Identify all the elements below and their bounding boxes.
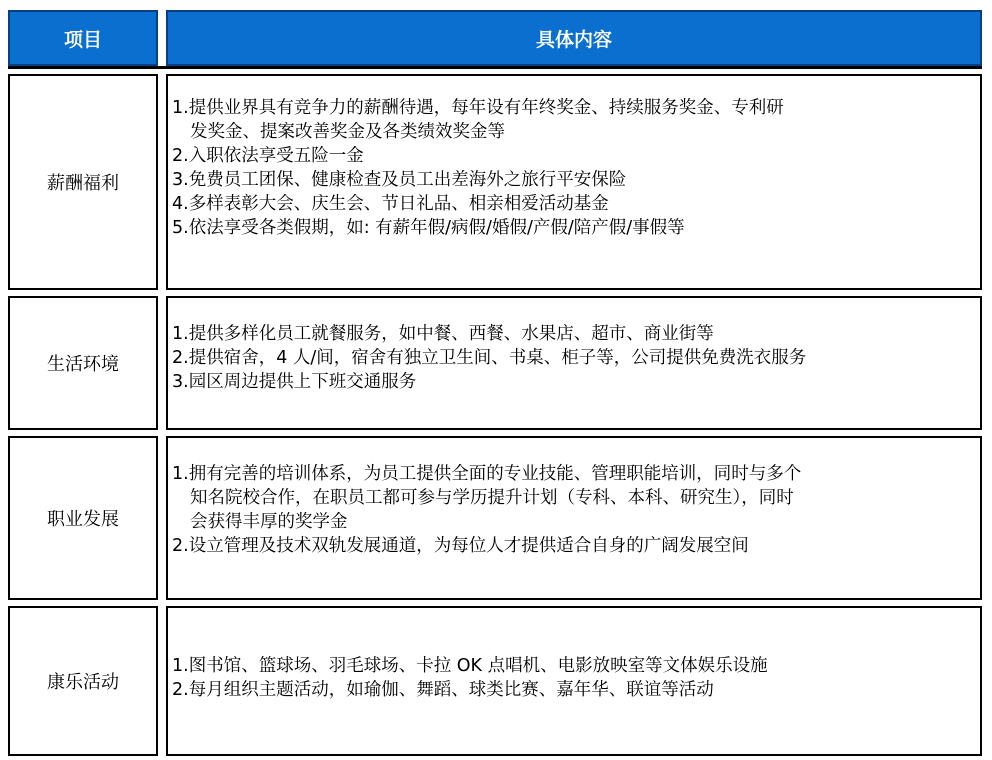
list-item [172, 192, 976, 216]
item-text: 5.依法享受各类假期，如: 有薪年假/病假/婚假/产假/陪产假/事假等 [172, 218, 685, 238]
item-text: 3.园区周边提供上下班交通服务 [172, 372, 417, 392]
row-content-career [166, 436, 982, 600]
header-divider [8, 66, 982, 69]
list-item [172, 216, 976, 240]
item-text: 1.提供多样化员工就餐服务，如中餐、西餐、水果店、超市、商业街等 [172, 324, 714, 344]
list-item [172, 322, 976, 346]
item-text: 2.每月组织主题活动，如瑜伽、舞蹈、球类比赛、嘉年华、联谊等活动 [172, 680, 714, 700]
list-item [172, 144, 976, 168]
list-item [172, 654, 976, 678]
item-text-continued: 会获得丰厚的奖学金 [190, 512, 348, 532]
item-text: 4.多样表彰大会、庆生会、节日礼品、相亲相爱活动基金 [172, 194, 609, 214]
list-item [172, 370, 976, 394]
item-text: 1.提供业界具有竞争力的薪酬待遇，每年设有年终奖金、持续服务奖金、专利研 [172, 98, 784, 118]
item-text: 3.免费员工团保、健康检查及员工出差海外之旅行平安保险 [172, 170, 627, 190]
row-content-salary [166, 74, 982, 290]
list-item [172, 168, 976, 192]
row-content-recreation [166, 606, 982, 756]
list-item [172, 534, 976, 558]
list-item [172, 678, 976, 702]
item-text-continued: 知名院校合作，在职员工都可参与学历提升计划（专科、本科、研究生），同时 [190, 488, 794, 508]
header-content: 具体内容 [166, 10, 982, 66]
row-title-career: 职业发展 [8, 436, 158, 600]
item-text: 2.入职依法享受五险一金 [172, 146, 364, 166]
list-item [172, 462, 976, 534]
item-text: 2.设立管理及技术双轨发展通道，为每位人才提供适合自身的广阔发展空间 [172, 536, 749, 556]
list-item [172, 346, 976, 370]
row-title-living: 生活环境 [8, 296, 158, 430]
row-title-recreation: 康乐活动 [8, 606, 158, 756]
row-content-living [166, 296, 982, 430]
row-title-salary: 薪酬福利 [8, 74, 158, 290]
item-text: 2.提供宿舍，4 人/间，宿舍有独立卫生间、书桌、柜子等，公司提供免费洗衣服务 [172, 348, 807, 368]
item-text: 1.拥有完善的培训体系，为员工提供全面的专业技能、管理职能培训，同时与多个 [172, 464, 802, 484]
item-text: 1.图书馆、篮球场、羽毛球场、卡拉 OK 点唱机、电影放映室等文体娱乐设施 [172, 656, 768, 676]
list-item [172, 96, 976, 144]
item-text-continued: 发奖金、提案改善奖金及各类绩效奖金等 [190, 122, 505, 142]
header-item: 项目 [8, 10, 158, 66]
